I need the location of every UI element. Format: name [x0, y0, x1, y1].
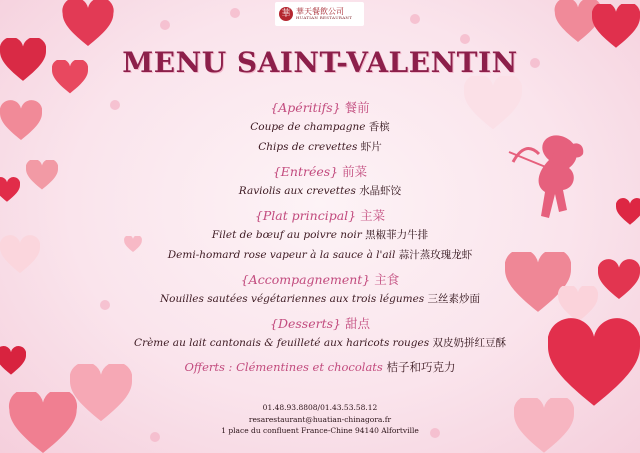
menu-item: Coupe de champagne 香槟	[250, 121, 390, 133]
heart-icon	[598, 258, 640, 302]
menu-section-entrees	[120, 162, 520, 201]
heart-icon	[592, 4, 640, 48]
heart-icon	[616, 190, 640, 234]
menu-item: Raviolis aux crevettes 水晶虾饺	[238, 185, 402, 197]
section-heading: {Accompagnement} 主食	[240, 272, 400, 287]
heart-icon	[0, 392, 86, 453]
phone-numbers: 01.48.93.8808/01.43.53.58.12	[262, 403, 378, 412]
contact-info	[120, 402, 520, 437]
petal-decoration	[460, 34, 470, 44]
complimentary-offer: Offerts : Clémentines et chocolats 桔子和巧克力	[184, 360, 456, 374]
heart-icon	[0, 342, 26, 380]
petal-decoration	[110, 100, 120, 110]
postal-address: 1 place du confluent France-Chine 94140 Alfortville	[221, 426, 419, 435]
menu-section-plat-principal	[120, 206, 520, 265]
menu-item: Demi-homard rose vapeur à la sauce à l'ail 蒜汁蒸玫瑰龙虾	[167, 249, 473, 261]
menu-title: MENU SAINT-VALENTIN	[122, 46, 518, 79]
menu-item: Filet de bœuf au poivre noir 黑椒菲力牛排	[211, 229, 429, 241]
heart-icon	[548, 318, 640, 410]
section-heading: {Apéritifs} 餐前	[270, 100, 370, 115]
menu-item: Chips de crevettes 虾片	[258, 141, 382, 153]
menu-list	[120, 98, 520, 388]
logo-english-name: HUATIAN RESTAURANT	[296, 15, 353, 20]
restaurant-logo	[275, 2, 364, 26]
menu-section-desserts	[120, 314, 520, 353]
menu-section-aperitifs	[120, 98, 520, 157]
logo-chinese-name: 華天餐飲公司	[296, 7, 344, 16]
menu-item: Nouilles sautées végétariennes aux trois légumes 三丝素炒面	[159, 293, 481, 305]
menu-section-accompagnement	[120, 270, 520, 309]
menu-item: Crème au lait cantonais & feuilleté aux haricots rouges 双皮奶拼红豆酥	[134, 337, 506, 349]
section-heading: {Desserts} 甜点	[270, 316, 370, 331]
heart-icon	[514, 398, 574, 453]
heart-icon	[26, 160, 58, 190]
logo-emblem-icon: 華	[279, 7, 293, 21]
heart-icon	[62, 0, 114, 46]
heart-icon	[0, 218, 40, 292]
email-address: resarestaurant@huatian-chinagora.fr	[248, 414, 392, 424]
section-heading: {Plat principal} 主菜	[254, 208, 386, 223]
heart-icon	[556, 286, 600, 322]
petal-decoration	[230, 8, 240, 18]
heart-icon	[0, 172, 20, 208]
petal-decoration	[100, 300, 110, 310]
petal-decoration	[410, 14, 420, 24]
section-heading: {Entrées} 前菜	[272, 164, 368, 179]
petal-decoration	[160, 20, 170, 30]
heart-icon	[0, 92, 42, 150]
